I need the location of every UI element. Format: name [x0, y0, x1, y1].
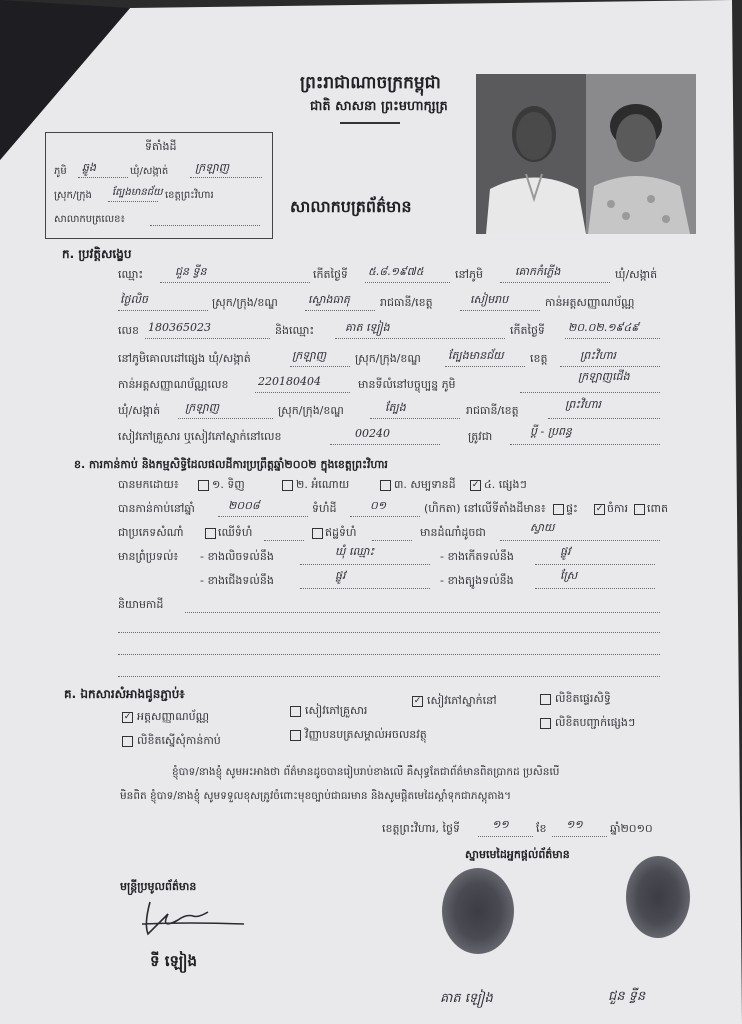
residence-commune: ក្រឡាញ	[185, 401, 220, 414]
date-month-label: ខែ	[536, 822, 547, 835]
dated-label: ត្រូវជា	[468, 430, 493, 443]
loc-district-value: ត្បែងមានជ័យ	[112, 187, 163, 198]
acq-gift-label: ២. អំណោយ	[296, 478, 350, 491]
officer-name: ទី ឡៀង	[150, 952, 198, 970]
doc-residence-book-checkbox[interactable]: ✓	[413, 696, 422, 706]
use-field-checkbox[interactable]: ✓	[595, 504, 604, 514]
commune-label: ឃុំ/សង្កាត់	[615, 268, 658, 281]
crop-plant-label: មានដំណាំដូចជា	[420, 526, 486, 539]
applicant-photo	[476, 74, 696, 234]
spouse-label: និងឈ្មោះ	[275, 324, 315, 337]
acq-gift-checkbox[interactable]	[282, 480, 293, 491]
left-print-name: គាត ឡៀង	[440, 991, 493, 1006]
residence-province: ព្រះវិហារ	[565, 398, 602, 411]
loc-commune-value: ក្រឡាញ	[195, 161, 230, 174]
residence-village: ក្រឡាញជើង	[578, 370, 630, 383]
declaration-line-1: ខ្ញុំបាទ/នាងខ្ញុំ សូមអះអាងថា ព័ត៌មានដូចបានរៀបរាប់ខាងលើ គឺសុទ្ធតែជាព័ត៌មានពិតប្រាកដ ប្រសិនបើ	[172, 766, 560, 778]
doc-request-checkbox[interactable]	[122, 736, 133, 747]
right-print-name: ជួន ទ្វីន	[608, 989, 646, 1004]
doc-family-book-label: សៀវភៅគ្រួសារ	[305, 704, 368, 717]
capital-label: រាជធានី/ខេត្ត	[380, 296, 433, 309]
note-line-1	[185, 612, 660, 613]
name-value: ជួន ទ្វីន	[175, 265, 207, 278]
doc-id-checkbox[interactable]: ✓	[123, 712, 132, 722]
doc-other-label: លិខិតបញ្ជាក់ផ្សេងៗ	[555, 716, 636, 729]
spouse-dob-label: កើតថ្ងៃទី	[510, 324, 545, 337]
acq-buy-checkbox[interactable]	[198, 480, 209, 491]
acquired-label: បានមកដោយ៖	[118, 478, 179, 491]
dob-label: កើតថ្ងៃទី	[313, 268, 348, 281]
district-label: ស្រុក/ក្រុង/ខណ្ឌ	[212, 296, 278, 309]
residence-label: មានទីលំនៅបច្ចុប្បន្ន ភូមិ	[358, 378, 456, 391]
loc-district-label: ស្រុក/ក្រុង	[54, 190, 92, 201]
capital2-label: រាជធានី/ខេត្ត	[466, 404, 519, 417]
officer-signature	[138, 894, 248, 942]
doc-request-label: លិខិតស្នើសុំកាន់កាប់	[137, 734, 221, 747]
date-month: ១១	[566, 818, 583, 831]
id2-label: កាន់អត្តសញ្ញាណប័ណ្ណលេខ	[118, 378, 229, 391]
use-field-label: ចំការ	[607, 502, 628, 515]
doc-transfer-label: លិខិតផ្ទេរសិទ្ធិ	[555, 692, 611, 705]
doc-other-checkbox[interactable]	[540, 718, 551, 729]
acq-concession-checkbox[interactable]	[380, 480, 391, 491]
loc-form-no-label: សាលាកបត្រលេខ៖	[54, 214, 125, 225]
residence-district: ត្បែង	[385, 401, 406, 414]
north-label: - ខាងជើងទល់នឹង	[200, 574, 274, 587]
location-box-title: ទីតាំងដី	[145, 140, 177, 153]
doc-id-label: អត្តសញ្ញាណប័ណ្ណ	[137, 710, 210, 723]
use-rice-checkbox[interactable]	[634, 504, 645, 515]
l2-district: ស្ទោងធាតុ	[308, 293, 350, 306]
form-title: សាលាកបត្រព័ត៌មាន	[290, 197, 412, 216]
loc-village-label: ភូមិ	[54, 166, 67, 177]
lives-province: ព្រះវិហារ	[580, 349, 617, 362]
note-line-4	[118, 676, 660, 677]
l2-province: សៀមរាប	[470, 293, 509, 306]
date-year: ឆ្នាំ២០១០	[610, 822, 653, 835]
boundary-label: មានព្រំប្រទល់៖	[118, 550, 179, 563]
doc-transfer-checkbox[interactable]	[540, 694, 551, 705]
crop-long-checkbox[interactable]	[312, 528, 323, 539]
note-label: និយាមកាដី	[118, 598, 164, 611]
commune2-label: ឃុំ/សង្កាត់	[118, 404, 161, 417]
north-value: ផ្លូវ	[335, 569, 346, 582]
south-value: ស្រែ	[560, 569, 578, 582]
crop-long-label: ឥដ្ឋទំហំ	[325, 526, 357, 539]
crop-label: ជាប្រភេទសំណាំ	[118, 526, 184, 539]
west-label: - ខាងលិចទល់នឹង	[200, 550, 274, 563]
id-label: កាន់អត្តសញ្ញាណប័ណ្ណ	[545, 296, 635, 309]
date-day: ១១	[492, 818, 509, 831]
dated-value: ប្ដី - ប្រពន្ធ	[530, 425, 572, 438]
doc-residence-book-label: សៀវភៅស្នាក់នៅ	[427, 694, 497, 707]
east-label: - ខាងកើតទល់នឹង	[440, 550, 514, 563]
section-c-title: គ. ឯកសារសំអាងជូនភ្ជាប់៖	[64, 687, 185, 701]
note-line-2	[118, 632, 660, 633]
area-value: ០១	[370, 499, 387, 512]
book-no: 00240	[355, 427, 390, 440]
lives-label: នៅភូមិគោលដៅផ្សេង ឃុំ/សង្កាត់	[118, 352, 251, 365]
crop-tree-checkbox[interactable]	[205, 528, 216, 539]
area-unit: (ហិកតា) នៅលើទីតាំងដីមាន៖	[424, 502, 546, 515]
loc-village-value: ឆ្លូង	[82, 161, 96, 174]
right-thumbprint	[626, 856, 690, 938]
book-label: សៀវភៅគ្រួសារ ឬសៀវភៅស្នាក់នៅលេខ	[118, 430, 282, 443]
born-village-label: នៅភូមិ	[455, 268, 483, 281]
l2-value: ថ្ងៃលិច	[120, 293, 148, 306]
use-house-label: ផ្ទះ	[566, 502, 578, 515]
born-village-value: គោកកំភ្លើង	[515, 265, 561, 278]
date-place: ខេត្តព្រះវិហារ, ថ្ងៃទី	[382, 822, 460, 835]
occupied-label: បានកាន់កាប់នៅឆ្នាំ	[118, 502, 195, 515]
lives-commune: ក្រឡាញ	[292, 349, 327, 362]
left-thumbprint	[442, 868, 514, 954]
section-b-title: ខ. ការកាន់កាប់ និងកម្មសិទ្ធិដែលផលដីការប្រព្រឹត្តឆ្នាំ២០០២ ក្នុងខេត្តព្រះវិហារ	[74, 458, 388, 471]
note-line-3	[118, 654, 660, 655]
thumbprint-label: ស្នាមមេដៃអ្នកផ្ដល់ព័ត៌មាន	[465, 848, 570, 861]
id2-no: 220180404	[258, 375, 321, 388]
area-label: ទំហំដី	[312, 502, 337, 515]
name-label: ឈ្មោះ	[118, 268, 144, 281]
section-a-title: ក. ប្រវត្តិសង្ខេប	[62, 247, 132, 261]
officer-label: មន្ត្រីប្រមូលព័ត៌មាន	[120, 880, 197, 893]
doc-certificate-label: វិញ្ញាបនបត្រសម្គាល់អចលនវត្ថុ	[305, 728, 427, 741]
west-value: ឃុំ ឈ្មោះ	[335, 545, 375, 558]
lives-district: ត្បែងមានជ័យ	[448, 349, 504, 362]
id-no-value: 180365023	[148, 321, 211, 334]
crop-plant-value: ស្វាយ	[530, 521, 555, 534]
dob-value: ៥.៨.១៩៧៥	[368, 265, 424, 278]
use-rice-label: ពោត	[647, 502, 668, 515]
lives-province-label: ខេត្ត	[530, 352, 548, 365]
lives-district-label: ស្រុក/ក្រុង/ខណ្ឌ	[355, 352, 421, 365]
south-label: - ខាងត្បូងទល់នឹង	[440, 574, 514, 587]
national-motto: ជាតិ សាសនា ព្រះមហាក្សត្រ	[310, 99, 448, 114]
district2-label: ស្រុក/ក្រុង/ខណ្ឌ	[278, 404, 344, 417]
crop-tree-label: ឈើទំហំ	[218, 526, 253, 539]
loc-province-label: ខេត្តព្រះវិហារ	[165, 190, 214, 201]
occupied-year: ២០០៨	[228, 499, 260, 512]
doc-family-book-checkbox[interactable]	[290, 706, 301, 717]
spouse-value: គាត ឡៀង	[345, 321, 390, 334]
east-value: ផ្លូវ	[560, 545, 571, 558]
id-no-label: លេខ	[118, 324, 139, 337]
kingdom-title: ព្រះរាជាណាចក្រកម្ពុជា	[300, 73, 441, 93]
motto-divider	[340, 122, 400, 124]
use-house-checkbox[interactable]	[553, 504, 564, 515]
acq-other-checkbox[interactable]: ✓	[471, 480, 480, 490]
acq-concession-label: ៣. សម្បទានដី	[394, 478, 456, 491]
declaration-line-2: មិនពិត ខ្ញុំបាទ/នាងខ្ញុំ សូមទទួលខុសត្រូវចំពោះមុខច្បាប់ជាធរមាន និងសូមផ្ដិតមេដៃស្ដាំទុកជាភស្តុតាង។	[120, 790, 512, 802]
spouse-dob-value: ២០.០២.១៩៤៩	[568, 321, 639, 334]
loc-commune-label: ឃុំ/សង្កាត់	[130, 166, 169, 177]
acq-buy-label: ១. ទិញ	[212, 478, 245, 491]
doc-certificate-checkbox[interactable]	[290, 730, 301, 741]
acq-other-label: ៤. ផ្សេងៗ	[484, 478, 527, 491]
